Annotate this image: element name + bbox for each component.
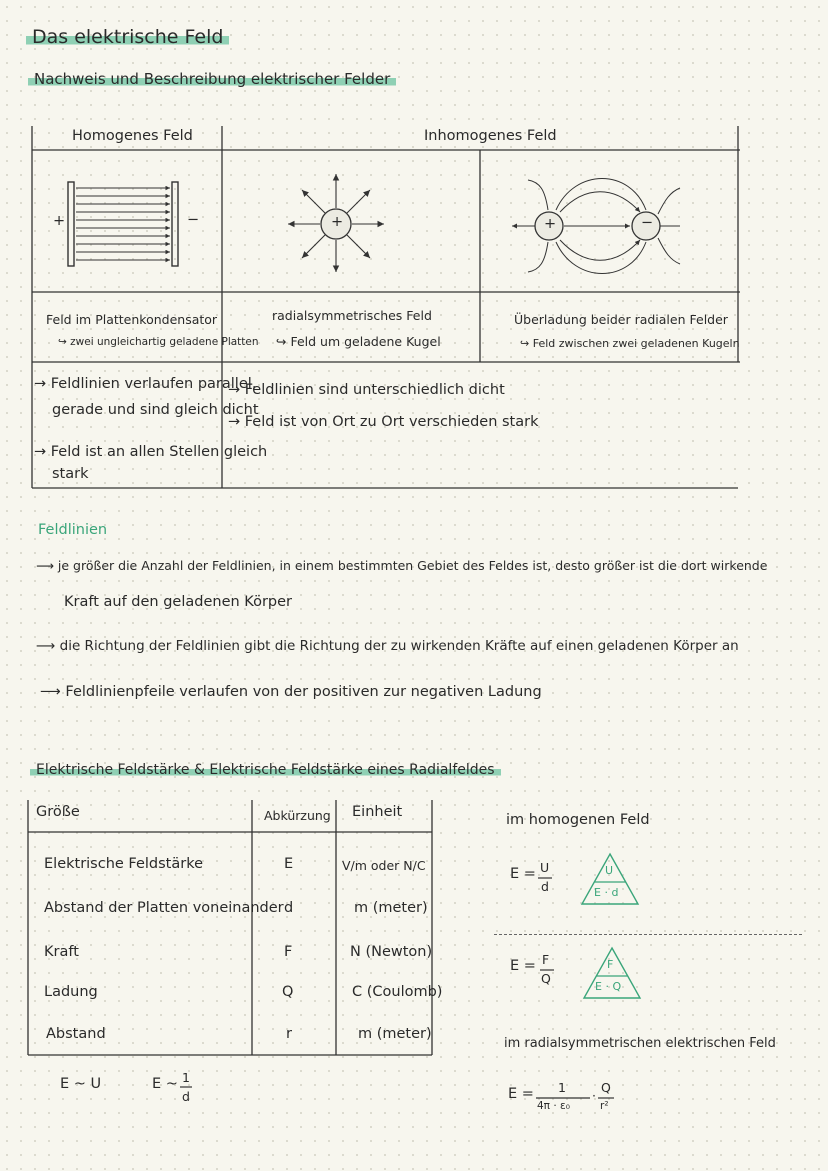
formula1-num: U xyxy=(540,860,550,875)
page-title: Das elektrische Feld xyxy=(26,26,229,48)
dipole-plus-sign: + xyxy=(544,216,557,232)
row-name: Kraft xyxy=(44,944,79,960)
row-abbr: r xyxy=(286,1026,292,1042)
formula2-den: Q xyxy=(541,971,551,986)
row-name: Abstand der Platten voneinander xyxy=(44,900,284,916)
homogen-note1a: → Feldlinien verlaufen parallel, xyxy=(34,376,257,392)
prop-e-1d-lhs: E ~ xyxy=(152,1076,178,1092)
plus-label: + xyxy=(53,213,66,229)
th-abkuerzung: Abkürzung xyxy=(264,808,331,823)
tri2-bottom: E · Q xyxy=(595,980,622,993)
formula2-num: F xyxy=(542,952,550,967)
cell1-sub: ↪ zwei ungleichartig geladene Platten xyxy=(58,336,259,348)
section2-heading: Elektrische Feldstärke & Elektrische Feldstärke eines Radialfeldes xyxy=(30,762,501,778)
feldlinien-p1b: Kraft auf den geladenen Körper xyxy=(64,594,292,610)
row-abbr: E xyxy=(284,856,294,872)
formula1-den: d xyxy=(541,879,549,894)
dipole-minus-sign: − xyxy=(641,215,654,231)
formula3-num2: Q xyxy=(601,1080,611,1095)
capacitor-diagram xyxy=(68,182,178,266)
cell2-sub: ↪ Feld um geladene Kugel xyxy=(276,334,441,349)
th-groesse: Größe xyxy=(36,804,80,820)
formula3-dot: · xyxy=(592,1088,596,1103)
homogen-note1b: gerade und sind gleich dicht xyxy=(52,402,259,418)
divider xyxy=(494,934,802,935)
row-name: Abstand xyxy=(46,1026,106,1042)
cell3-sub: ↪ Feld zwischen zwei geladenen Kugeln xyxy=(520,337,740,350)
feldlinien-p1a: ⟶ je größer die Anzahl der Feldlinien, in einem bestimmten Gebiet des Feldes ist, desto größer ist die dort wirkende xyxy=(36,558,768,573)
cell2-title: radialsymmetrisches Feld xyxy=(272,308,432,323)
homogen-field-label: im homogenen Feld xyxy=(506,812,650,828)
prop-e-1d-num: 1 xyxy=(182,1070,190,1085)
header-homogen: Homogenes Feld xyxy=(72,128,193,144)
homogen-note2b: stark xyxy=(52,466,89,482)
row-unit: C (Coulomb) xyxy=(352,984,443,1000)
row-abbr: F xyxy=(284,944,293,960)
row-unit: m (meter) xyxy=(358,1026,432,1042)
tri1-bottom: E · d xyxy=(594,886,619,899)
inhomogen-note1: → Feldlinien sind unterschiedlich dicht xyxy=(228,382,505,398)
formula2-lhs: E = xyxy=(510,958,536,974)
feldlinien-p3: ⟶ Feldlinienpfeile verlaufen von der positiven zur negativen Ladung xyxy=(40,684,542,700)
top-table-lines xyxy=(32,126,740,488)
formula3-lhs: E = xyxy=(508,1086,534,1102)
bottom-table-lines xyxy=(28,800,432,1055)
tri1-top: U xyxy=(605,864,614,877)
row-name: Ladung xyxy=(44,984,98,1000)
tri2-top: F xyxy=(607,958,614,971)
row-unit: N (Newton) xyxy=(350,944,433,960)
row-name: Elektrische Feldstärke xyxy=(44,856,204,872)
sphere-plus-sign: + xyxy=(331,214,344,230)
prop-e-u: E ~ U xyxy=(60,1076,102,1092)
formula3-den1: 4π · ε₀ xyxy=(537,1100,570,1112)
row-abbr: d xyxy=(284,900,294,916)
radial-field-label: im radialsymmetrischen elektrischen Feld xyxy=(504,1036,776,1051)
formula3-num1: 1 xyxy=(558,1080,566,1095)
feldlinien-heading: Feldlinien xyxy=(38,522,108,538)
feldlinien-p2: ⟶ die Richtung der Feldlinien gibt die Richtung der zu wirkenden Kräfte auf einen geladenen Körper an xyxy=(36,638,739,654)
row-unit: m (meter) xyxy=(354,900,428,916)
prop-e-1d-den: d xyxy=(182,1089,190,1104)
formula1-lhs: E = xyxy=(510,866,536,882)
row-abbr: Q xyxy=(282,984,294,1000)
cell3-title: Überladung beider radialen Felder xyxy=(514,312,728,327)
header-inhomogen: Inhomogenes Feld xyxy=(424,128,557,144)
row-unit: V/m oder N/C xyxy=(342,858,426,873)
cell1-title: Feld im Plattenkondensator xyxy=(46,312,218,327)
minus-label: − xyxy=(187,212,200,228)
formula3-den2: r² xyxy=(600,1100,609,1112)
th-einheit: Einheit xyxy=(352,804,403,820)
homogen-note2a: → Feld ist an allen Stellen gleich xyxy=(34,444,268,460)
section1-heading: Nachweis und Beschreibung elektrischer Felder xyxy=(28,70,396,88)
inhomogen-note2: → Feld ist von Ort zu Ort verschieden stark xyxy=(228,414,539,430)
